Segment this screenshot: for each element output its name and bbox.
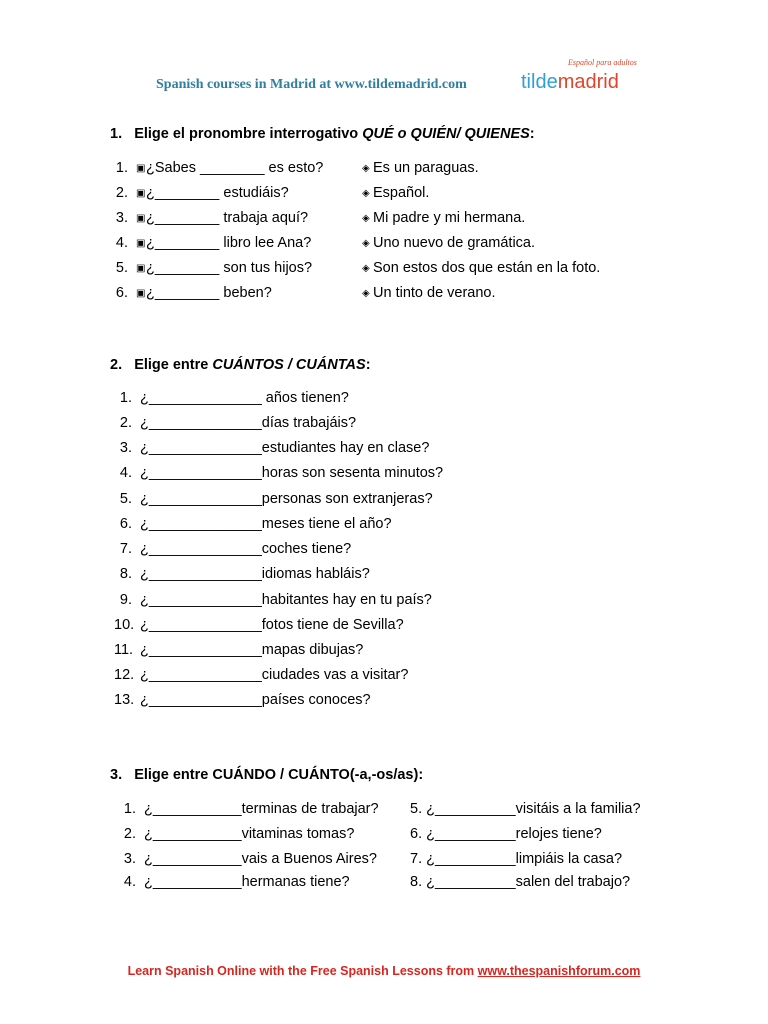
- section-2-number: 2.: [110, 357, 123, 373]
- item-text: ¿______________ciudades vas a visitar?: [140, 667, 409, 683]
- section-3-item: [410, 801, 641, 817]
- section-2-title: [110, 357, 371, 373]
- section-2-title-plain: Elige entre: [134, 357, 213, 373]
- item-number: 6.: [119, 516, 132, 532]
- section-2-title-italic: CUÁNTOS / CUÁNTAS: [212, 357, 366, 373]
- item-text: ¿__________limpiáis la casa?: [426, 851, 623, 867]
- question-text: ¿________ trabaja aquí?: [146, 210, 309, 226]
- dialog-icon: ▣: [136, 238, 146, 249]
- section-1-answer: [362, 260, 600, 276]
- answer-text: Son estos dos que están en la foto.: [373, 260, 601, 276]
- item-number: 1.: [115, 160, 128, 176]
- diamond-bullet-icon: ◈: [362, 163, 370, 174]
- item-text: ¿______________ años tienen?: [140, 390, 349, 406]
- logo-madrid: madrid: [557, 71, 619, 93]
- section-1-number: 1.: [110, 126, 123, 142]
- item-text: ¿___________terminas de trabajar?: [144, 801, 379, 817]
- question-text: ¿________ beben?: [146, 285, 272, 301]
- item-text: ¿______________países conoces?: [140, 692, 371, 708]
- section-1-answer: [362, 185, 429, 201]
- section-3-title: [110, 767, 423, 783]
- item-text: ¿______________personas son extranjeras?: [140, 491, 433, 507]
- section-1-title-italic: QUÉ o QUIÉN/ QUIENES: [362, 126, 530, 142]
- section-1-title-end: :: [529, 126, 535, 142]
- item-number: 5.: [115, 260, 128, 276]
- section-1-answer: [362, 235, 535, 251]
- item-text: ¿______________horas son sesenta minutos?: [140, 465, 444, 481]
- section-1-item: [110, 160, 323, 176]
- item-number: 9.: [119, 592, 132, 608]
- item-text: ¿______________meses tiene el año?: [140, 516, 392, 532]
- section-1-item: [110, 210, 308, 226]
- section-3-title-text: Elige entre CUÁNDO / CUÁNTO(-a,-os/as):: [134, 767, 424, 783]
- diamond-bullet-icon: ◈: [362, 263, 370, 274]
- question-text: ¿________ son tus hijos?: [146, 260, 313, 276]
- item-text: ¿______________estudiantes hay en clase?: [140, 440, 430, 456]
- dialog-icon: ▣: [136, 188, 146, 199]
- section-2-item: [114, 642, 363, 658]
- item-text: ¿___________hermanas tiene?: [144, 874, 350, 890]
- section-1-item: [110, 235, 311, 251]
- section-3-item: [410, 874, 630, 890]
- section-2-item: [114, 592, 432, 608]
- item-number: 1.: [123, 801, 136, 817]
- section-2-item: [114, 566, 370, 582]
- section-2-item: [114, 617, 404, 633]
- item-text: ¿______________coches tiene?: [140, 541, 352, 557]
- item-number: 12.: [114, 667, 135, 683]
- logo-wordmark: [521, 70, 619, 94]
- item-number: 6.: [115, 285, 128, 301]
- item-number: 7.: [119, 541, 132, 557]
- question-text: ¿________ libro lee Ana?: [146, 235, 312, 251]
- footer: [0, 964, 768, 978]
- item-text: ¿______________habitantes hay en tu país?: [140, 592, 432, 608]
- item-number: 5.: [410, 801, 423, 817]
- item-text: ¿__________relojes tiene?: [426, 826, 602, 842]
- item-text: ¿______________días trabajáis?: [140, 415, 357, 431]
- section-2-item: [114, 440, 429, 456]
- section-3-item: [410, 826, 602, 842]
- section-3-item: [410, 851, 622, 867]
- section-1-title: [110, 126, 535, 142]
- section-2-item: [114, 541, 351, 557]
- logo-tilde: tilde: [521, 71, 558, 93]
- answer-text: Es un paraguas.: [373, 160, 479, 176]
- item-number: 3.: [123, 851, 136, 867]
- dialog-icon: ▣: [136, 288, 146, 299]
- section-2-item: [114, 516, 392, 532]
- diamond-bullet-icon: ◈: [362, 213, 370, 224]
- answer-text: Un tinto de verano.: [373, 285, 496, 301]
- item-number: 6.: [410, 826, 423, 842]
- answer-text: Español.: [373, 185, 430, 201]
- diamond-bullet-icon: ◈: [362, 288, 370, 299]
- section-3-item: [118, 826, 354, 842]
- section-1-item: [110, 185, 289, 201]
- section-1-answer: [362, 160, 479, 176]
- logo-tagline: Español para adultos: [568, 58, 637, 67]
- section-2-item: [114, 390, 349, 406]
- item-number: 13.: [114, 692, 135, 708]
- diamond-bullet-icon: ◈: [362, 238, 370, 249]
- footer-link[interactable]: www.thespanishforum.com: [477, 964, 641, 978]
- item-number: 4.: [123, 874, 136, 890]
- item-number: 10.: [114, 617, 135, 633]
- section-3-number: 3.: [110, 767, 123, 783]
- item-number: 8.: [410, 874, 423, 890]
- item-number: 5.: [119, 491, 132, 507]
- section-1-item: [110, 285, 272, 301]
- item-text: ¿___________vitaminas tomas?: [144, 826, 355, 842]
- section-1-item: [110, 260, 312, 276]
- item-text: ¿__________salen del trabajo?: [426, 874, 631, 890]
- question-text: ¿________ estudiáis?: [146, 185, 289, 201]
- section-1-answer: [362, 285, 496, 301]
- tildemadrid-logo: [521, 58, 637, 98]
- item-number: 4.: [115, 235, 128, 251]
- item-text: ¿______________fotos tiene de Sevilla?: [140, 617, 404, 633]
- item-number: 7.: [410, 851, 423, 867]
- section-2-item: [114, 415, 356, 431]
- header-text: Spanish courses in Madrid at www.tildemadrid.com: [156, 77, 467, 92]
- answer-text: Uno nuevo de gramática.: [373, 235, 536, 251]
- item-number: 2.: [119, 415, 132, 431]
- section-3-item: [118, 851, 377, 867]
- item-number: 2.: [115, 185, 128, 201]
- item-text: ¿______________idiomas habláis?: [140, 566, 370, 582]
- section-3-item: [118, 874, 350, 890]
- item-text: ¿______________mapas dibujas?: [140, 642, 364, 658]
- item-number: 8.: [119, 566, 132, 582]
- item-number: 4.: [119, 465, 132, 481]
- item-number: 2.: [123, 826, 136, 842]
- footer-text: Learn Spanish Online with the Free Spanish Lessons from: [127, 964, 478, 978]
- item-text: ¿___________vais a Buenos Aires?: [144, 851, 377, 867]
- dialog-icon: ▣: [136, 263, 146, 274]
- item-number: 1.: [119, 390, 132, 406]
- item-text: ¿__________visitáis a la familia?: [426, 801, 641, 817]
- section-2-item: [114, 692, 371, 708]
- section-2-title-end: :: [365, 357, 371, 373]
- section-3-item: [118, 801, 379, 817]
- question-text: ¿Sabes ________ es esto?: [146, 160, 324, 176]
- diamond-bullet-icon: ◈: [362, 188, 370, 199]
- answer-text: Mi padre y mi hermana.: [373, 210, 526, 226]
- item-number: 3.: [115, 210, 128, 226]
- section-1-title-plain: Elige el pronombre interrogativo: [134, 126, 363, 142]
- dialog-icon: ▣: [136, 163, 146, 174]
- item-number: 3.: [119, 440, 132, 456]
- section-2-item: [114, 667, 408, 683]
- dialog-icon: ▣: [136, 213, 146, 224]
- section-2-item: [114, 465, 443, 481]
- section-2-item: [114, 491, 433, 507]
- section-1-answer: [362, 210, 525, 226]
- item-number: 11.: [114, 642, 134, 658]
